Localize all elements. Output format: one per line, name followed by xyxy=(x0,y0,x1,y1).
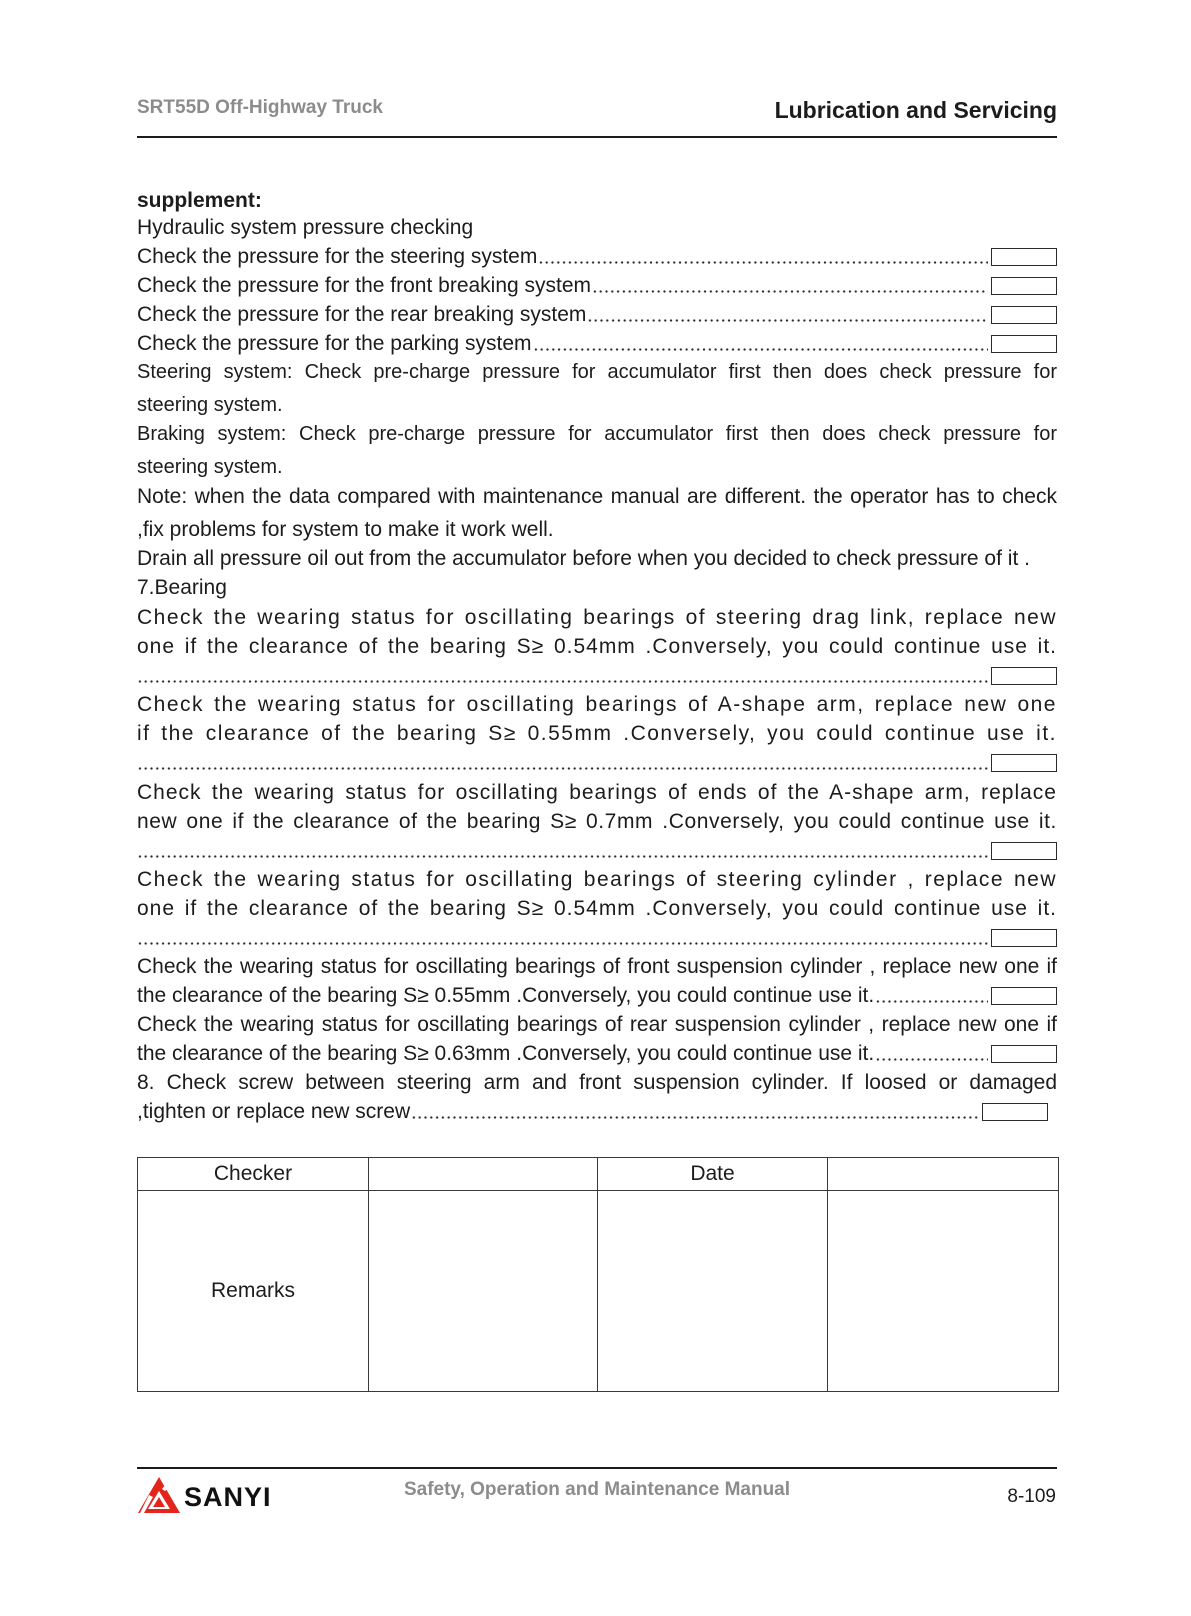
date-label: Date xyxy=(690,1162,735,1185)
pressure-check-parking xyxy=(137,329,1057,358)
bearing-check-steering-cylinder-line-2: one if the clearance of the bearing S≥ 0.54mm .Conversely, you could continue use it. xyxy=(137,897,1057,920)
section-title: Lubrication and Servicing xyxy=(774,97,1057,123)
check-box xyxy=(991,667,1057,685)
remarks-cell xyxy=(598,1191,828,1392)
bearing-check-a-shape-arm-line-1: Check the wearing status for oscillating bearings of A-shape arm, replace new one xyxy=(137,693,1057,716)
page-number: 8-109 xyxy=(1007,1486,1056,1507)
header-rule xyxy=(137,136,1057,138)
pressure-check-steering xyxy=(137,242,1057,271)
pressure-check-text: Check the pressure for the parking system xyxy=(137,332,532,355)
steering-note-line-1: Steering system: Check pre-charge pressure for accumulator first then does check pressure for xyxy=(137,361,1057,383)
sanyi-logo-text: SANYI xyxy=(184,1482,272,1512)
checker-label-cell xyxy=(138,1158,369,1191)
bearing-check-text: the clearance of the bearing S≥ 0.55mm .Conversely, you could continue use it. xyxy=(137,984,875,1007)
remarks-label-cell xyxy=(138,1191,369,1392)
braking-note-line-1: Braking system: Check pre-charge pressure for accumulator first then does check pressure for xyxy=(137,423,1057,445)
check-box xyxy=(991,754,1057,772)
bearing-check-steering-cylinder-line-1: Check the wearing status for oscillating bearings of steering cylinder , replace new xyxy=(137,868,1057,891)
check-box xyxy=(991,248,1057,266)
bearing-check-arm-ends-line-2: new one if the clearance of the bearing S≥ 0.7mm .Conversely, you could continue use it. xyxy=(137,810,1057,833)
dot-leader xyxy=(137,661,988,690)
document-title: SRT55D Off-Highway Truck xyxy=(137,97,383,118)
screw-check-line-1: 8. Check screw between steering arm and front suspension cylinder. If loosed or damaged xyxy=(137,1071,1057,1094)
bearing-check-front-suspension-line-2 xyxy=(137,981,1057,1010)
dot-leader xyxy=(137,923,988,952)
sign-off-table xyxy=(137,1157,1059,1392)
pressure-check-front-braking xyxy=(137,271,1057,300)
bearing-check-front-suspension-line-1: Check the wearing status for oscillating bearings of front suspension cylinder , replace new one if xyxy=(137,955,1057,978)
checker-label: Checker xyxy=(213,1162,293,1185)
screw-check-text: ,tighten or replace new screw xyxy=(137,1100,411,1123)
dot-leader xyxy=(137,836,988,865)
bearing-check-drag-link-leader-row xyxy=(137,661,1057,690)
pressure-check-text: Check the pressure for the steering system xyxy=(137,245,538,268)
screw-check-line-2 xyxy=(137,1097,1057,1126)
remarks-cell xyxy=(369,1191,598,1392)
bearing-check-drag-link-line-2: one if the clearance of the bearing S≥ 0.54mm .Conversely, you could continue use it. xyxy=(137,635,1057,658)
bearing-section-title: 7.Bearing xyxy=(137,576,227,599)
dot-leader xyxy=(533,329,988,358)
date-label-cell xyxy=(598,1158,828,1191)
dot-leader xyxy=(411,1097,979,1126)
bearing-check-rear-suspension-line-2 xyxy=(137,1039,1057,1068)
table-remarks-row xyxy=(138,1191,1059,1392)
check-box xyxy=(982,1103,1048,1121)
data-note-line-1: Note: when the data compared with maintenance manual are different. the operator has to check xyxy=(137,485,1057,508)
bearing-check-drag-link-line-1: Check the wearing status for oscillating bearings of steering drag link, replace new xyxy=(137,606,1057,629)
steering-note-line-2: steering system. xyxy=(137,394,283,416)
remarks-label: Remarks xyxy=(210,1279,295,1302)
drain-note: Drain all pressure oil out from the accumulator before when you decided to check pressure of it . xyxy=(137,547,1030,570)
dot-leader xyxy=(538,242,988,271)
bearing-check-a-shape-arm-leader-row xyxy=(137,748,1057,777)
table-header-row xyxy=(138,1158,1059,1191)
bearing-check-rear-suspension-line-1: Check the wearing status for oscillating bearings of rear suspension cylinder , replace new one if xyxy=(137,1013,1057,1036)
check-box xyxy=(991,277,1057,295)
dot-leader xyxy=(592,271,988,300)
dot-leader xyxy=(875,981,988,1010)
dot-leader xyxy=(875,1039,988,1068)
checker-value-cell xyxy=(369,1158,598,1191)
check-box xyxy=(991,842,1057,860)
dot-leader xyxy=(137,748,988,777)
pressure-check-text: Check the pressure for the front breaking system xyxy=(137,274,592,297)
remarks-cell xyxy=(828,1191,1059,1392)
supplement-heading: supplement: xyxy=(137,189,262,212)
footer-rule xyxy=(137,1467,1057,1469)
bearing-check-arm-ends-line-1: Check the wearing status for oscillating bearings of ends of the A-shape arm, replace xyxy=(137,781,1057,804)
manual-title: Safety, Operation and Maintenance Manual xyxy=(403,1479,791,1500)
pressure-check-rear-braking xyxy=(137,300,1057,329)
check-box xyxy=(991,987,1057,1005)
check-box xyxy=(991,306,1057,324)
data-note-line-2: ,fix problems for system to make it work well. xyxy=(137,518,554,541)
date-value-cell xyxy=(828,1158,1059,1191)
hydraulic-check-title: Hydraulic system pressure checking xyxy=(137,216,474,239)
pressure-check-text: Check the pressure for the rear breaking system xyxy=(137,303,587,326)
dot-leader xyxy=(587,300,988,329)
braking-note-line-2: steering system. xyxy=(137,456,283,478)
bearing-check-text: the clearance of the bearing S≥ 0.63mm .Conversely, you could continue use it. xyxy=(137,1042,875,1065)
bearing-check-steering-cylinder-leader-row xyxy=(137,923,1057,952)
check-box xyxy=(991,1045,1057,1063)
bearing-check-arm-ends-leader-row xyxy=(137,836,1057,865)
bearing-check-a-shape-arm-line-2: if the clearance of the bearing S≥ 0.55mm .Conversely, you could continue use it. xyxy=(137,722,1057,745)
check-box xyxy=(991,335,1057,353)
check-box xyxy=(991,929,1057,947)
